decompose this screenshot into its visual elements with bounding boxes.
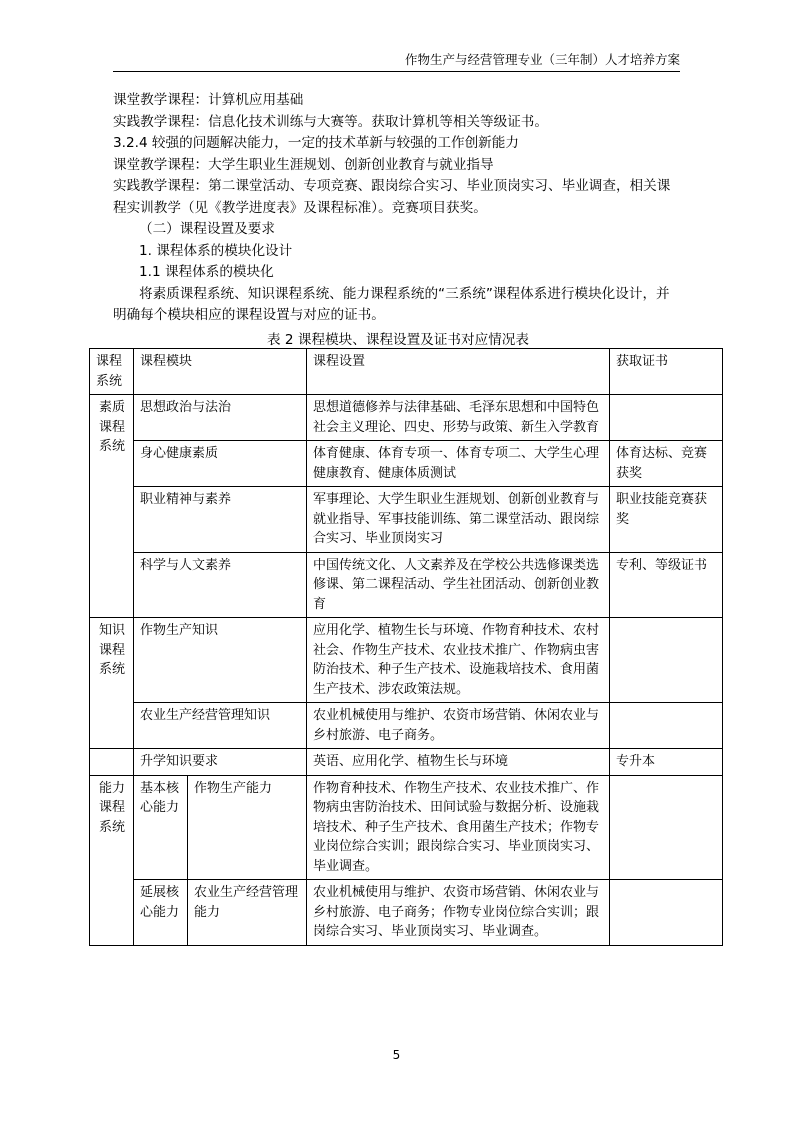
cell-system-empty [90,749,134,776]
cell-module: 基本核心能力 [134,775,188,880]
cell-module: 农业生产经营管理知识 [134,703,307,749]
cell-module: 身心健康素质 [134,441,307,487]
header-setting: 课程设置 [307,349,610,395]
cell-submodule: 农业生产经营管理能力 [188,880,307,946]
cell-certificate [610,880,723,946]
course-module-table [89,348,723,946]
cell-module: 作物生产知识 [134,618,307,703]
cell-module: 延展核心能力 [134,880,188,946]
cell-setting: 中国传统文化、人文素养及在学校公共选修课类选修课、第二课程活动、学生社团活动、创新创业教育 [307,552,610,618]
table-row [90,487,723,553]
paragraph-8: 1.1 课程体系的模块化 [139,264,274,280]
page-header: 作物生产与经营管理专业（三年制）人才培养方案 [113,52,680,72]
cell-setting: 作物育种技术、作物生产技术、农业技术推广、作物病虫害防治技术、田间试验与数据分析、设施栽培技术、种子生产技术、食用菌生产技术；作物专业岗位综合实训；跟岗综合实习、毕业顶岗实习、毕业调查。 [307,775,610,880]
cell-certificate [610,618,723,703]
table-row [90,749,723,776]
table-row [90,880,723,946]
cell-system-quality: 素质课程系统 [90,395,134,618]
paragraph-9: 将素质课程系统、知识课程系统、能力课程系统的“三系统”课程体系进行模块化设计，并明确每个模块相应的课程设置与对应的证书。 [113,285,670,323]
cell-setting: 农业机械使用与维护、农资市场营销、休闲农业与乡村旅游、电子商务；作物专业岗位综合实训；跟岗综合实习、毕业顶岗实习、毕业调查。 [307,880,610,946]
body-text [113,90,683,327]
cell-system-knowledge: 知识课程系统 [90,618,134,749]
table-row [90,441,723,487]
page-number: 5 [392,1048,401,1062]
cell-setting: 体育健康、体育专项一、体育专项二、大学生心理健康教育、健康体质测试 [307,441,610,487]
cell-setting: 军事理论、大学生职业生涯规划、创新创业教育与就业指导、军事技能训练、第二课堂活动、跟岗综合实习、毕业顶岗实习 [307,487,610,553]
table-row [90,395,723,441]
paragraph-2: 实践教学课程：信息化技术训练与大赛等。获取计算机等相关等级证书。 [113,113,548,130]
cell-setting: 应用化学、植物生长与环境、作物育种技术、农村社会、作物生产技术、农业技术推广、作物病虫害防治技术、种子生产技术、设施栽培技术、食用菌生产技术、涉农政策法规。 [307,618,610,703]
cell-system-ability: 能力课程系统 [90,775,134,945]
header-system: 课程系统 [90,349,134,395]
table-row [90,703,723,749]
header-module: 课程模块 [134,349,307,395]
cell-module: 职业精神与素养 [134,487,307,553]
paragraph-7: 1. 课程体系的模块化设计 [139,242,293,259]
cell-certificate: 专升本 [610,749,723,776]
paragraph-6: （二）课程设置及要求 [139,221,275,237]
table-caption: 表 2 课程模块、课程设置及证书对应情况表 [267,332,529,348]
cell-setting: 英语、应用化学、植物生长与环境 [307,749,610,776]
cell-certificate [610,703,723,749]
cell-module: 思想政治与法治 [134,395,307,441]
table-row [90,552,723,618]
paragraph-1: 课堂教学课程：计算机应用基础 [113,92,304,108]
cell-certificate: 职业技能竞赛获奖 [610,487,723,553]
table-header-row [90,349,723,395]
cell-certificate [610,395,723,441]
header-certificate: 获取证书 [610,349,723,395]
cell-module: 升学知识要求 [134,749,307,776]
cell-certificate: 体育达标、竞赛获奖 [610,441,723,487]
cell-module: 科学与人文素养 [134,552,307,618]
table-row [90,775,723,880]
cell-submodule: 作物生产能力 [188,775,307,880]
paragraph-3: 3.2.4 较强的问题解决能力，一定的技术革新与较强的工作创新能力 [113,135,519,151]
paragraph-4: 课堂教学课程：大学生职业生涯规划、创新创业教育与就业指导 [113,156,494,173]
cell-certificate [610,775,723,880]
table-row [90,618,723,703]
cell-setting: 思想道德修养与法律基础、毛泽东思想和中国特色社会主义理论、四史、形势与政策、新生入学教育 [307,395,610,441]
cell-certificate: 专利、等级证书 [610,552,723,618]
cell-setting: 农业机械使用与维护、农资市场营销、休闲农业与乡村旅游、电子商务。 [307,703,610,749]
paragraph-5: 实践教学课程：第二课堂活动、专项竞赛、跟岗综合实习、毕业顶岗实习、毕业调查，相关课程实训教学（见《教学进度表》及课程标准）。竞赛项目获奖。 [113,178,671,216]
